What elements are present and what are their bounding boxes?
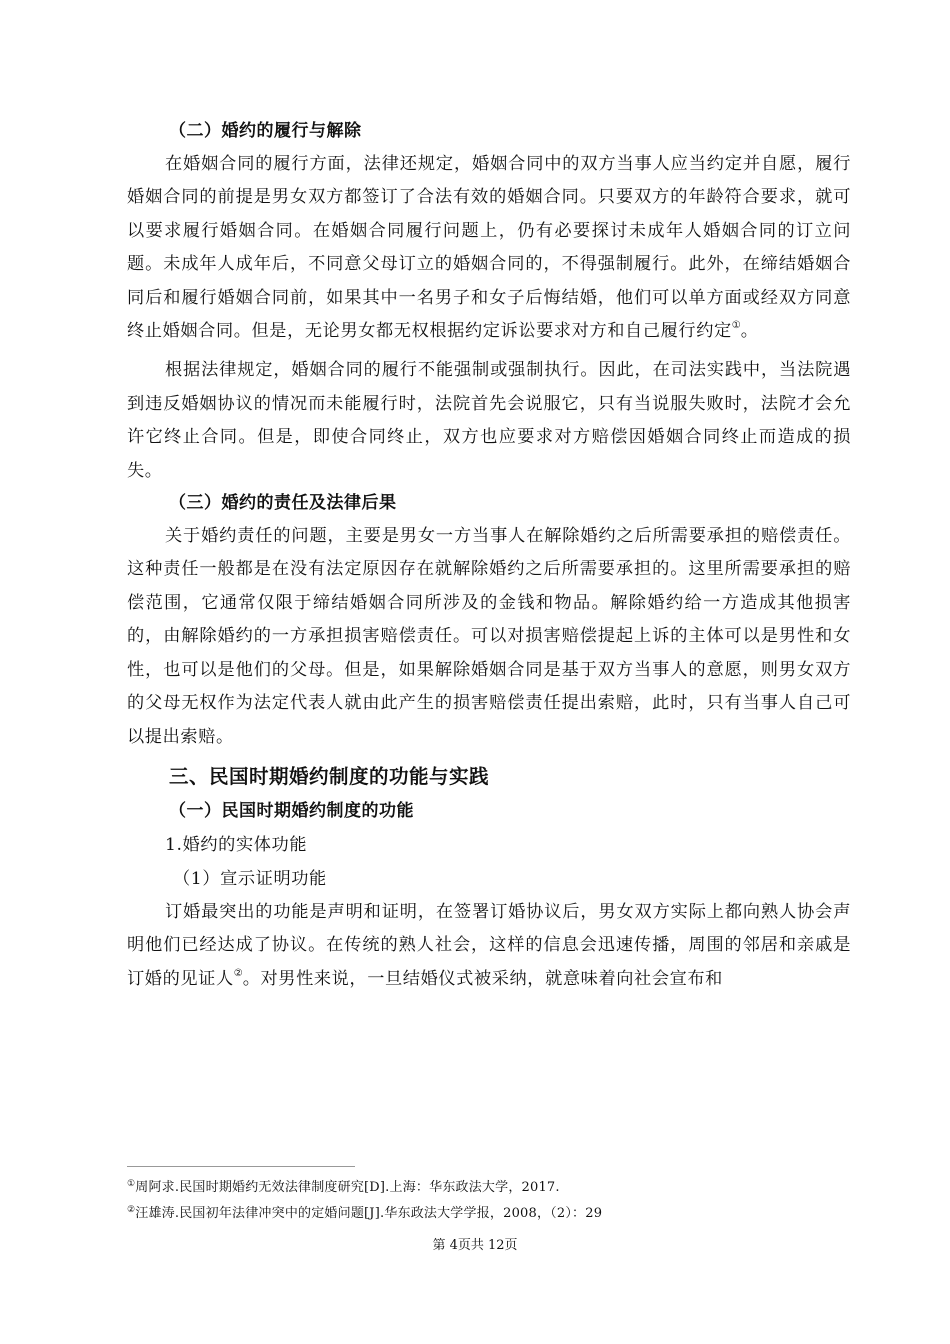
paragraph: 关于婚约责任的问题，主要是男女一方当事人在解除婚约之后所需要承担的赔偿责任。这种责任一般都是在没有法定原因存在就解除婚约之后所需要承担的。这里所需要承担的赔偿范围，它通常仅限于缔结婚姻合同所涉及的金钱和物品。解除婚约给一方造成其他损害的，由解除婚约的一方承担损害赔偿责任。可以对损害赔偿提起上诉的主体可以是男性和女性，也可以是他们的父母。但是，如果解除婚姻合同是基于双方当事人的意愿，则男女双方的父母无权作为法定代表人就由此产生的损害赔偿责任提出索赔，此时，只有当事人自己可以提出索赔。 bbox=[127, 526, 851, 747]
section-heading-2: （二）婚约的履行与解除 bbox=[169, 121, 362, 141]
section-heading-3: （三）婚约的责任及法律后果 bbox=[169, 493, 397, 514]
section-heading-function: （一）民国时期婚约制度的功能 bbox=[169, 800, 414, 821]
footnote bbox=[127, 1201, 851, 1227]
page-number: 第 4页共 12页 bbox=[432, 1238, 518, 1253]
paragraph-text-end: 。对男性来说，一旦结婚仪式被采纳，就意味着向社会宣布和 bbox=[242, 968, 723, 989]
footnote-divider bbox=[127, 1166, 355, 1167]
page-content bbox=[127, 118, 851, 996]
footnote-reference[interactable]: ① bbox=[731, 320, 741, 332]
paragraph-text-end: 。 bbox=[740, 321, 759, 342]
footnotes bbox=[127, 1166, 851, 1227]
footnote-text: 周阿求.民国时期婚约无效法律制度研究[D].上海：华东政法大学，2017. bbox=[135, 1180, 560, 1195]
footnote-mark: ② bbox=[127, 1205, 136, 1215]
footnote bbox=[127, 1175, 851, 1201]
paragraph bbox=[127, 148, 851, 348]
footnote-text: 汪雄涛.民国初年法律冲突中的定婚问题[J].华东政法大学学报，2008，（2）：29 bbox=[135, 1206, 603, 1221]
subsection-heading: 1.婚约的实体功能 bbox=[165, 834, 308, 855]
paragraph-text: 订婚最突出的功能是声明和证明，在签署订婚协议后，男女双方实际上都向熟人协会声明他们已经达成了协议。在传统的熟人社会，这样的信息会迅速传播，周围的邻居和亲戚是订婚的见证人 bbox=[127, 901, 851, 989]
chapter-heading: 三、民国时期婚约制度的功能与实践 bbox=[169, 764, 490, 788]
footnote-reference[interactable]: ② bbox=[233, 967, 243, 979]
paragraph: 根据法律规定，婚姻合同的履行不能强制或强制执行。因此，在司法实践中，当法院遇到违反婚姻协议的情况而未能履行时，法院首先会说服它，只有当说服失败时，法院才会允许它终止合同。但是，即使合同终止，双方也应要求对方赔偿因婚姻合同终止而造成的损失。 bbox=[127, 360, 851, 481]
sub-subsection-heading: （1）宣示证明功能 bbox=[173, 868, 327, 889]
paragraph-text: 在婚姻合同的履行方面，法律还规定，婚姻合同中的双方当事人应当约定并自愿，履行婚姻合同的前提是男女双方都签订了合法有效的婚姻合同。只要双方的年龄符合要求，就可以要求履行婚姻合同。在婚姻合同履行问题上，仍有必要探讨未成年人婚姻合同的订立问题。未成年人成年后，不同意父母订立的婚姻合同的，不得强制履行。此外，在缔结婚姻合同后和履行婚姻合同前，如果其中一名男子和女子后悔结婚，他们可以单方面或经双方同意终止婚姻合同。但是，无论男女都无权根据约定诉讼要求对方和自己履行约定 bbox=[127, 154, 851, 342]
footnote-mark: ① bbox=[127, 1179, 136, 1189]
paragraph bbox=[127, 896, 851, 996]
